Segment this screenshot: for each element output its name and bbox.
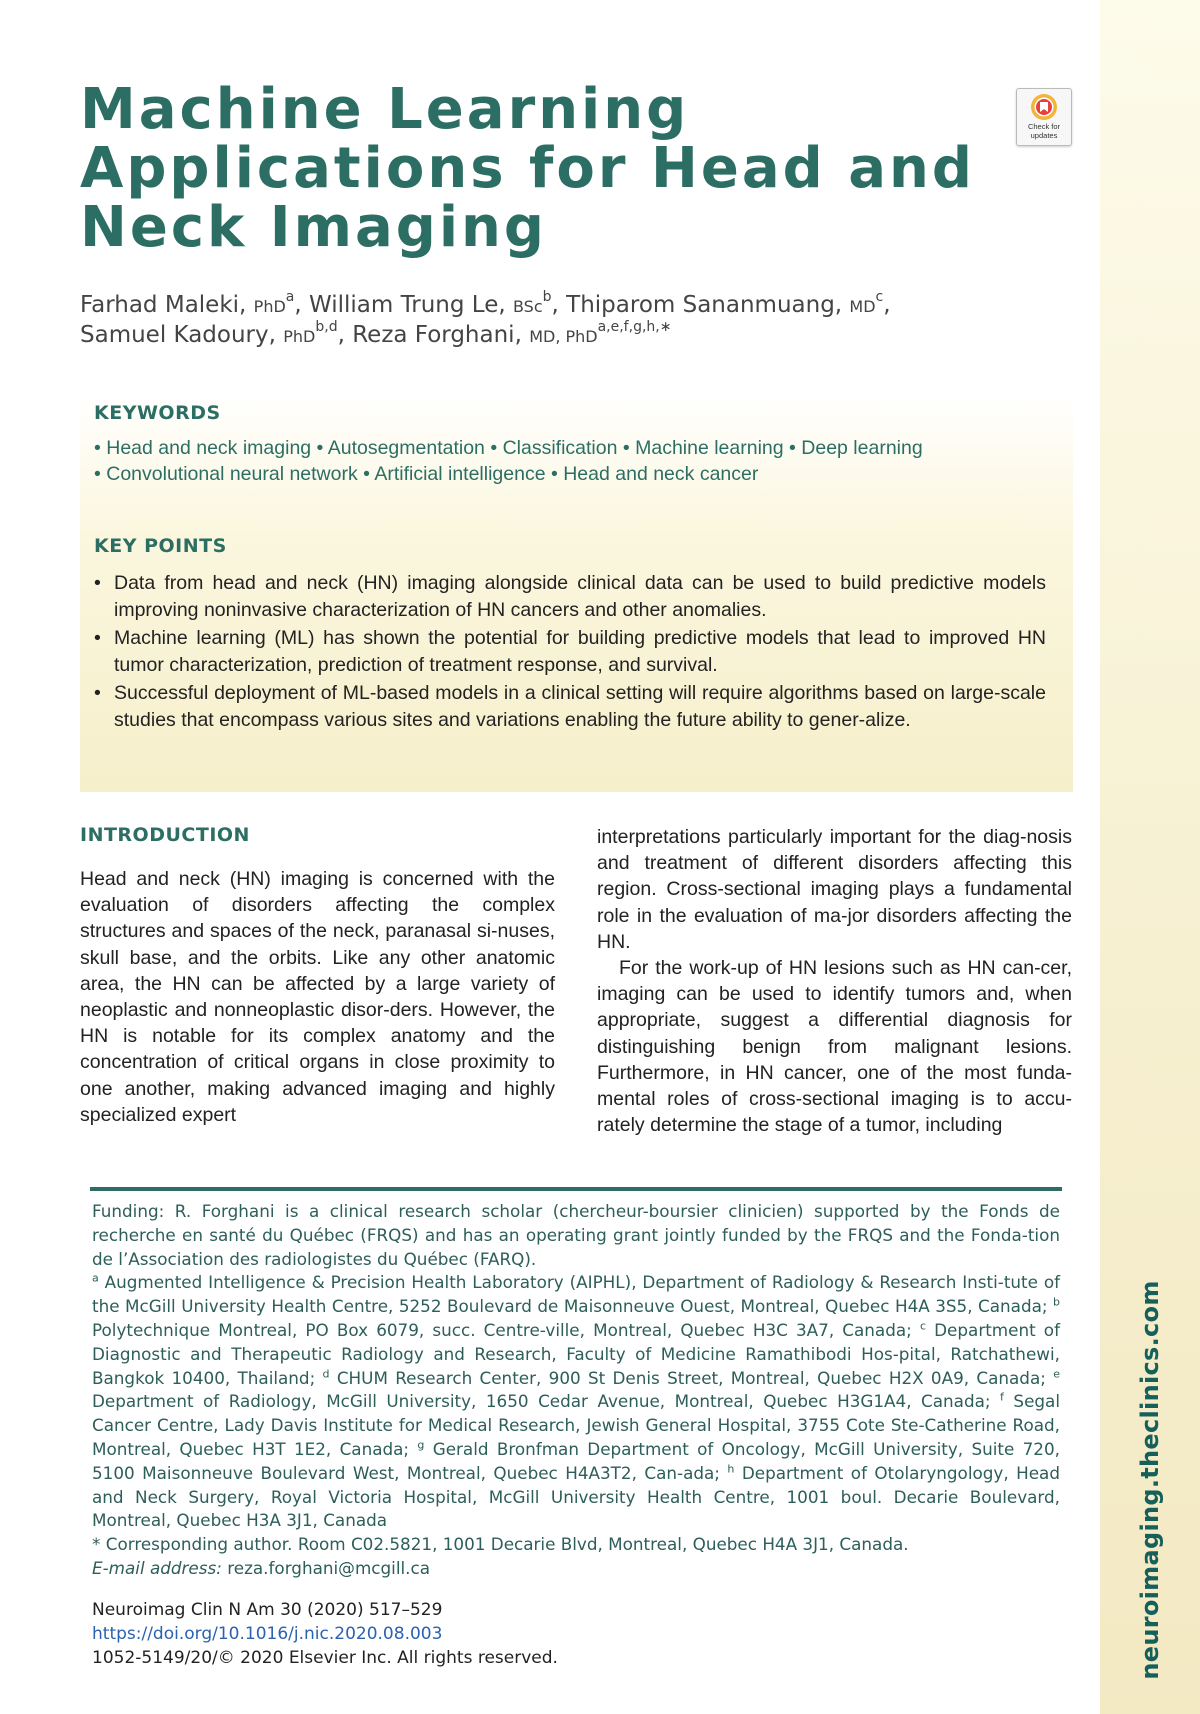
intro-paragraph: interpretations particularly important for the diag-nosis and treatment of different disorders affecting this region. Cross-sectional imaging plays a fundamental role in the evaluation of ma-jor disorders affecting the HN.	[597, 826, 1072, 953]
badge-label: Check for updates	[1027, 122, 1061, 140]
key-point-item: • Data from head and neck (HN) imaging alongside clinical data can be used to build predictive models improving noninvasive characterization of HN cancers and other anomalies.	[94, 570, 1046, 623]
check-for-updates-badge[interactable]	[1016, 88, 1072, 146]
email-link[interactable]: reza.forghani@mcgill.ca	[221, 1557, 431, 1578]
key-points-heading: KEY POINTS	[94, 535, 227, 557]
citation: Neuroimag Clin N Am 30 (2020) 517–529	[92, 1600, 443, 1620]
keywords-list	[94, 435, 1054, 487]
intro-paragraph: For the work-up of HN lesions such as HN can-cer, imaging can be used to identify tumors and, when appropriate, suggest a differential diagnosis for distinguishing benign from malignant lesions. Furthermore, in HN cancer, one of the most funda-mental roles of cross-sectional imaging is to accu-rately determine the stage of a tumor, including	[597, 957, 1072, 1137]
introduction-heading: INTRODUCTION	[80, 824, 250, 846]
title-line: Neck Imaging	[80, 195, 547, 260]
title-line: Machine Learning	[80, 77, 690, 142]
keywords-line: • Convolutional neural network • Artificial intelligence • Head and neck cancer	[94, 463, 759, 485]
author-line: Farhad Maleki, PhD$^a$, William Trung Le, BSc$^b$, Thiparom Sananmuang, $MD^c$,	[80, 289, 891, 318]
keywords-line: • Head and neck imaging • Autosegmentation • Classification • Machine learning • Deep learning	[94, 437, 923, 459]
journal-info	[92, 1598, 558, 1670]
title-line: Applications for Head and	[80, 136, 975, 201]
email-line	[92, 1557, 1060, 1581]
corresponding-author: * Corresponding author. Room C02.5821, 1001 Decarie Blvd, Montreal, Quebec H4A 3J1, Canada.	[92, 1534, 909, 1555]
footnotes	[92, 1200, 1060, 1581]
keywords-heading: KEYWORDS	[94, 402, 221, 424]
doi-link[interactable]: https://doi.org/10.1016/j.nic.2020.08.003	[92, 1624, 443, 1644]
copyright: 1052-5149/20/© 2020 Elsevier Inc. All rights reserved.	[92, 1648, 558, 1668]
intro-left-column	[80, 866, 555, 1128]
key-points-list	[94, 570, 1046, 735]
author-list	[80, 291, 1040, 351]
key-point-item: • Successful deployment of ML-based models in a clinical setting will require algorithms based on large-scale studies that encompass various sites and variations enabling the future ability to gener-alize.	[94, 680, 1046, 733]
intro-paragraph: Head and neck (HN) imaging is concerned with the evaluation of disorders affecting the complex structures and spaces of the neck, paranasal si-nuses, skull base, and the orbits. Like any other anatomic area, the HN can be affected by a large variety of neoplastic and nonneoplastic disor-ders. However, the HN is notable for its complex anatomy and the concentration of critical organs in close proximity to one another, making advanced imaging and highly specialized expert	[80, 868, 555, 1126]
crossmark-icon	[1030, 93, 1058, 121]
journal-url[interactable]: neuroimaging.theclinics.com	[1136, 1280, 1164, 1680]
funding-note: Funding: R. Forghani is a clinical research scholar (chercheur-boursier clinicien) supported by the Fonds de recherche en santé du Québec (FRQS) and has an operating grant jointly funded by the FRQS and the Fonda-tion de l’Association des radiologistes du Québec (FARQ).	[92, 1201, 1060, 1269]
article-title	[80, 77, 980, 260]
key-point-item: • Machine learning (ML) has shown the potential for building predictive models that lead to improved HN tumor characterization, prediction of treatment response, and survival.	[94, 625, 1046, 678]
intro-right-column	[597, 824, 1072, 1138]
author-line: Samuel Kadoury, PhD$^{b,d}$, Reza Forghani, MD, PhD$^{a,e,f,g,h,∗}$	[80, 319, 672, 348]
email-label: E-mail address:	[92, 1557, 222, 1578]
footnote-divider	[90, 1187, 1062, 1191]
affiliations: $^a$ Augmented Intelligence & Precision Health Laboratory (AIPHL), Department of Radiology & Research Insti-tute of the McGill University Health Centre, 5252 Boulevard de Maisonneuve Ouest, Montreal, Quebec H4A 3S5, Canada; $^b$ Polytechnique Montreal, PO Box 6079, succ. Centre-ville, Montreal, Quebec H3C 3A7, Canada; $^c$ Department of Diagnostic and Therapeutic Radiology and Research, Faculty of Medicine Ramathibodi Hos-pital, Ratchathewi, Bangkok 10400, Thailand; $^d$ CHUM Research Center, 900 St Denis Street, Montreal, Quebec H2X 0A9, Canada; $^e$ Department of Radiology, McGill University, 1650 Cedar Avenue, Montreal, Quebec H3G1A4, Canada; $^f$ Segal Cancer Centre, Lady Davis Institute for Medical Research, Jewish General Hospital, 3755 Cote Ste-Catherine Road, Montreal, Quebec H3T 1E2, Canada; $^g$ Gerald Bronfman Department of Oncology, McGill University, Suite 720, 5100 Maisonneuve Boulevard West, Montreal, Quebec H4A3T2, Can-ada; $^h$ Department of Otolaryngology, Head and Neck Surgery, Royal Victoria Hospital, McGill University Health Centre, 1001 boul. Decarie Boulevard, Montreal, Quebec H3A 3J1, Canada	[92, 1271, 1060, 1531]
